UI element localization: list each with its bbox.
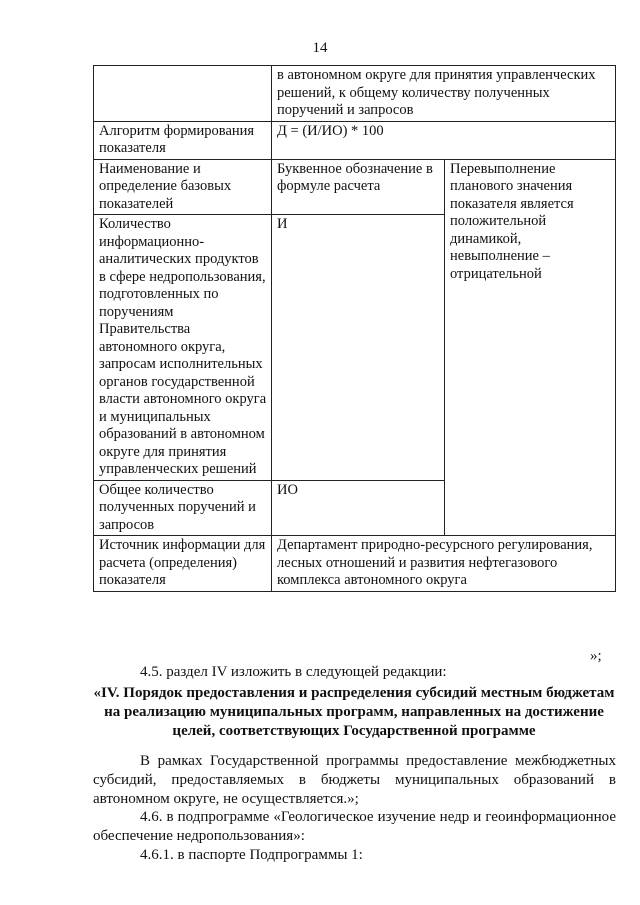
table-row bbox=[94, 66, 616, 122]
paragraph-4-6-1: 4.6.1. в паспорте Подпрограммы 1: bbox=[140, 847, 363, 863]
indicator-letter: ИО bbox=[272, 480, 445, 536]
paragraph-subsidies: В рамках Государственной программы предоставление межбюджетных субсидий, предоставляемых в бюджеты муниципальных образований в автономном округе, не осуществляется.»; bbox=[93, 753, 616, 807]
source-value: Департамент природно-ресурсного регулирования, лесных отношений и развития нефтегазового комплекса автономного округа bbox=[272, 536, 616, 592]
section-heading: «IV. Порядок предоставления и распределения субсидий местным бюджетам на реализацию муниципальных программ, направленных на достижение целей, соответствующих Государственной программе bbox=[93, 685, 615, 739]
indicator-table bbox=[93, 65, 616, 592]
indicator-letter: И bbox=[272, 215, 445, 481]
table-row bbox=[94, 536, 616, 592]
table-cell-empty bbox=[94, 66, 272, 122]
overfulfillment-note: Перевыполнение планового значения показателя является положительной динамикой, невыполнение – отрицательной bbox=[445, 159, 616, 536]
paragraph-4-5: 4.5. раздел IV изложить в следующей редакции: bbox=[140, 664, 447, 680]
source-label: Источник информации для расчета (определения) показателя bbox=[94, 536, 272, 592]
table-row bbox=[94, 121, 616, 159]
closing-quote: »; bbox=[590, 648, 602, 664]
algorithm-formula: Д = (И/ИО) * 100 bbox=[272, 121, 616, 159]
page-number: 14 bbox=[312, 40, 328, 56]
indicator-name: Количество информационно-аналитических продуктов в сфере недропользования, подготовленных по поручениям Правительства автономного округа, запросам исполнительных органов государственной власти автономного округа и муниципальных образований в автономном округе для принятия управленческих решений bbox=[94, 215, 272, 481]
base-indicators-label: Наименование и определение базовых показателей bbox=[94, 159, 272, 215]
indicator-name: Общее количество полученных поручений и запросов bbox=[94, 480, 272, 536]
paragraph-4-6: 4.6. в подпрограмме «Геологическое изучение недр и геоинформационное обеспечение недропользования»: bbox=[93, 809, 616, 844]
table-cell-description: в автономном округе для принятия управленческих решений, к общему количеству полученных поручений и запросов bbox=[272, 66, 616, 122]
algorithm-label: Алгоритм формирования показателя bbox=[94, 121, 272, 159]
letter-designation-label: Буквенное обозначение в формуле расчета bbox=[272, 159, 445, 215]
table-row bbox=[94, 159, 616, 215]
